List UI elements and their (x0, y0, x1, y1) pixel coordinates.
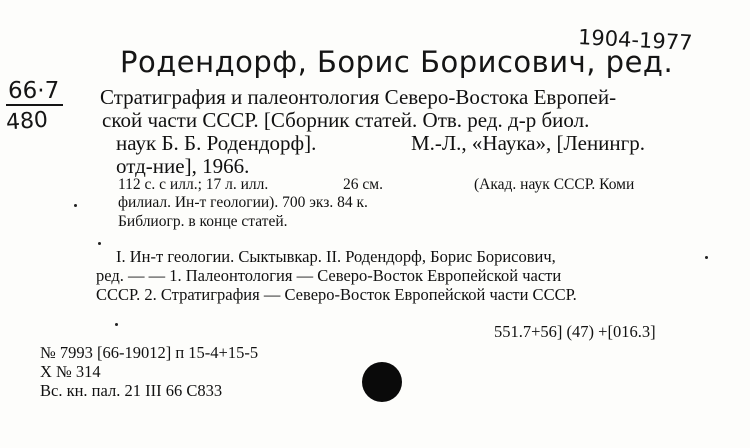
description-series-continued: филиал. Ин-т геологии). 700 экз. 84 к. (118, 194, 368, 211)
entry-line-4: отд-ние], 1966. (116, 154, 250, 178)
handwritten-author: Родендорф, Борис Борисович, ред. (120, 45, 674, 79)
punched-hole (362, 362, 402, 402)
tracing-line-1: I. Ин-т геологии. Сыктывкар. II. Родендорф, Борис Борисович, (116, 247, 556, 266)
description-bibliography: Библиогр. в конце статей. (118, 213, 288, 230)
description-size: 26 см. (343, 176, 383, 193)
entry-line-1: Стратиграфия и палеонтология Северо-Востока Европей- (100, 85, 617, 109)
entry-line-2: ской части СССР. [Сборник статей. Отв. ред. д-р биол. (102, 108, 590, 132)
tracing-line-3: СССР. 2. Стратиграфия — Северо-Восток Европейской части СССР. (96, 285, 577, 304)
entry-line-3: наук Б. Б. Родендорф]. (116, 131, 317, 155)
footer-line-3: Вс. кн. пал. 21 III 66 С833 (40, 381, 223, 400)
entry-line-3-imprint: М.-Л., «Наука», [Ленингр. (411, 131, 646, 155)
footer-line-1: № 7993 [66-19012] п 15-4+15-5 (40, 343, 259, 362)
description-series: (Акад. наук СССР. Коми (474, 176, 635, 193)
mark-speck (115, 323, 118, 326)
handwritten-shelf-number-lower: 480 (5, 107, 49, 136)
mark-speck (98, 242, 101, 245)
mark-speck (705, 256, 708, 259)
handwritten-shelf-number: 66·7 (6, 78, 63, 106)
classification-number: 551.7+56] (47) +[016.3] (494, 322, 656, 341)
footer-line-2: Х № 314 (40, 362, 101, 381)
description-pages: 112 с. с илл.; 17 л. илл. (118, 176, 269, 193)
mark-speck (74, 204, 77, 207)
tracing-line-2: ред. — — 1. Палеонтология — Северо-Восток Европейской части (96, 266, 562, 285)
handwritten-years: 1904-1977 (577, 25, 694, 55)
